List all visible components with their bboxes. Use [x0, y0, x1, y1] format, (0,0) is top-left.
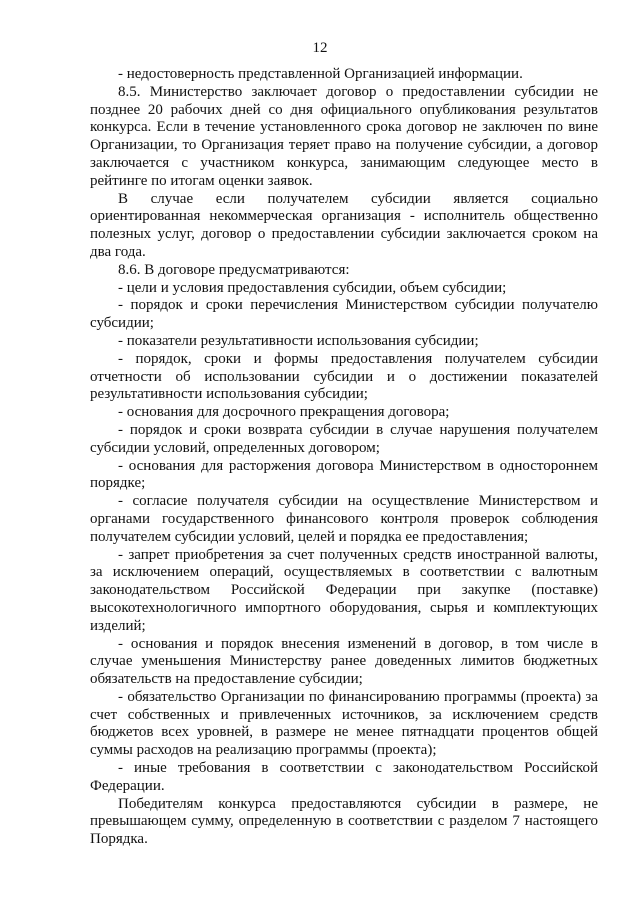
list-item: - запрет приобретения за счет полученных средств иностранной валюты, за исключением операций, осуществляемых в соответствии с валютным законодательством Российской Федерации при закупке (поставке) высокотехнологичного импортного оборудования, сырья и комплектующих изделий;: [90, 546, 598, 634]
list-item: - иные требования в соответствии с законодательством Российской Федерации.: [90, 760, 598, 794]
list-item: - согласие получателя субсидии на осуществление Министерством и органами государственного финансового контроля проверок соблюдения получателем субсидии условий, целей и порядка ее предоставления;: [90, 493, 598, 545]
list-item: - цели и условия предоставления субсидии, объем субсидии;: [118, 279, 507, 296]
list-item: - порядок, сроки и формы предоставления получателем субсидии отчетности об использовании субсидии и о достижении показателей результативности использования субсидии;: [90, 350, 598, 403]
list-item: - основания и порядок внесения изменений в договор, в том числе в случае уменьшения Министерству ранее доведенных лимитов бюджетных обязательств на предоставление субсидии;: [90, 635, 598, 688]
paragraph: 8.5. Министерство заключает договор о предоставлении субсидии не позднее 20 рабочих дней со дня официального опубликования результатов конкурса. Если в течение установленного срока договор не заключен по вине Организации, то Организация теряет право на получение субсидии, а договор заключается с участником конкурса, занимающим следующее место в рейтинге по итогам оценки заявок.: [90, 83, 598, 189]
paragraph: 8.6. В договоре предусматриваются:: [118, 261, 350, 278]
list-item: - порядок и сроки перечисления Министерством субсидии получателю субсидии;: [90, 297, 598, 332]
list-item: - обязательство Организации по финансированию программы (проекта) за счет собственных и привлеченных источников, за исключением средств бюджетов всех уровней, в размере не менее пятнадцати процентов общей суммы расходов на реализацию программы (проекта);: [90, 688, 598, 759]
list-item: - показатели результативности использования субсидии;: [118, 332, 479, 349]
list-item: - порядок и сроки возврата субсидии в случае нарушения получателем субсидии условий, определенных договором;: [90, 421, 598, 456]
paragraph: В случае если получателем субсидии является социально ориентированная некоммерческая организация - исполнитель общественно полезных услуг, договор о предоставлении субсидии заключается сроком на два года.: [90, 190, 598, 260]
document-body: [90, 66, 598, 849]
list-item: - основания для досрочного прекращения договора;: [118, 404, 450, 421]
paragraph: Победителям конкурса предоставляются субсидии в размере, не превышающем сумму, определенную в соответствии с разделом 7 настоящего Порядка.: [90, 795, 598, 848]
page-number: 12: [312, 40, 328, 56]
list-item: - основания для расторжения договора Министерством в одностороннем порядке;: [90, 457, 598, 492]
paragraph: - недостоверность представленной Организацией информации.: [118, 66, 523, 82]
